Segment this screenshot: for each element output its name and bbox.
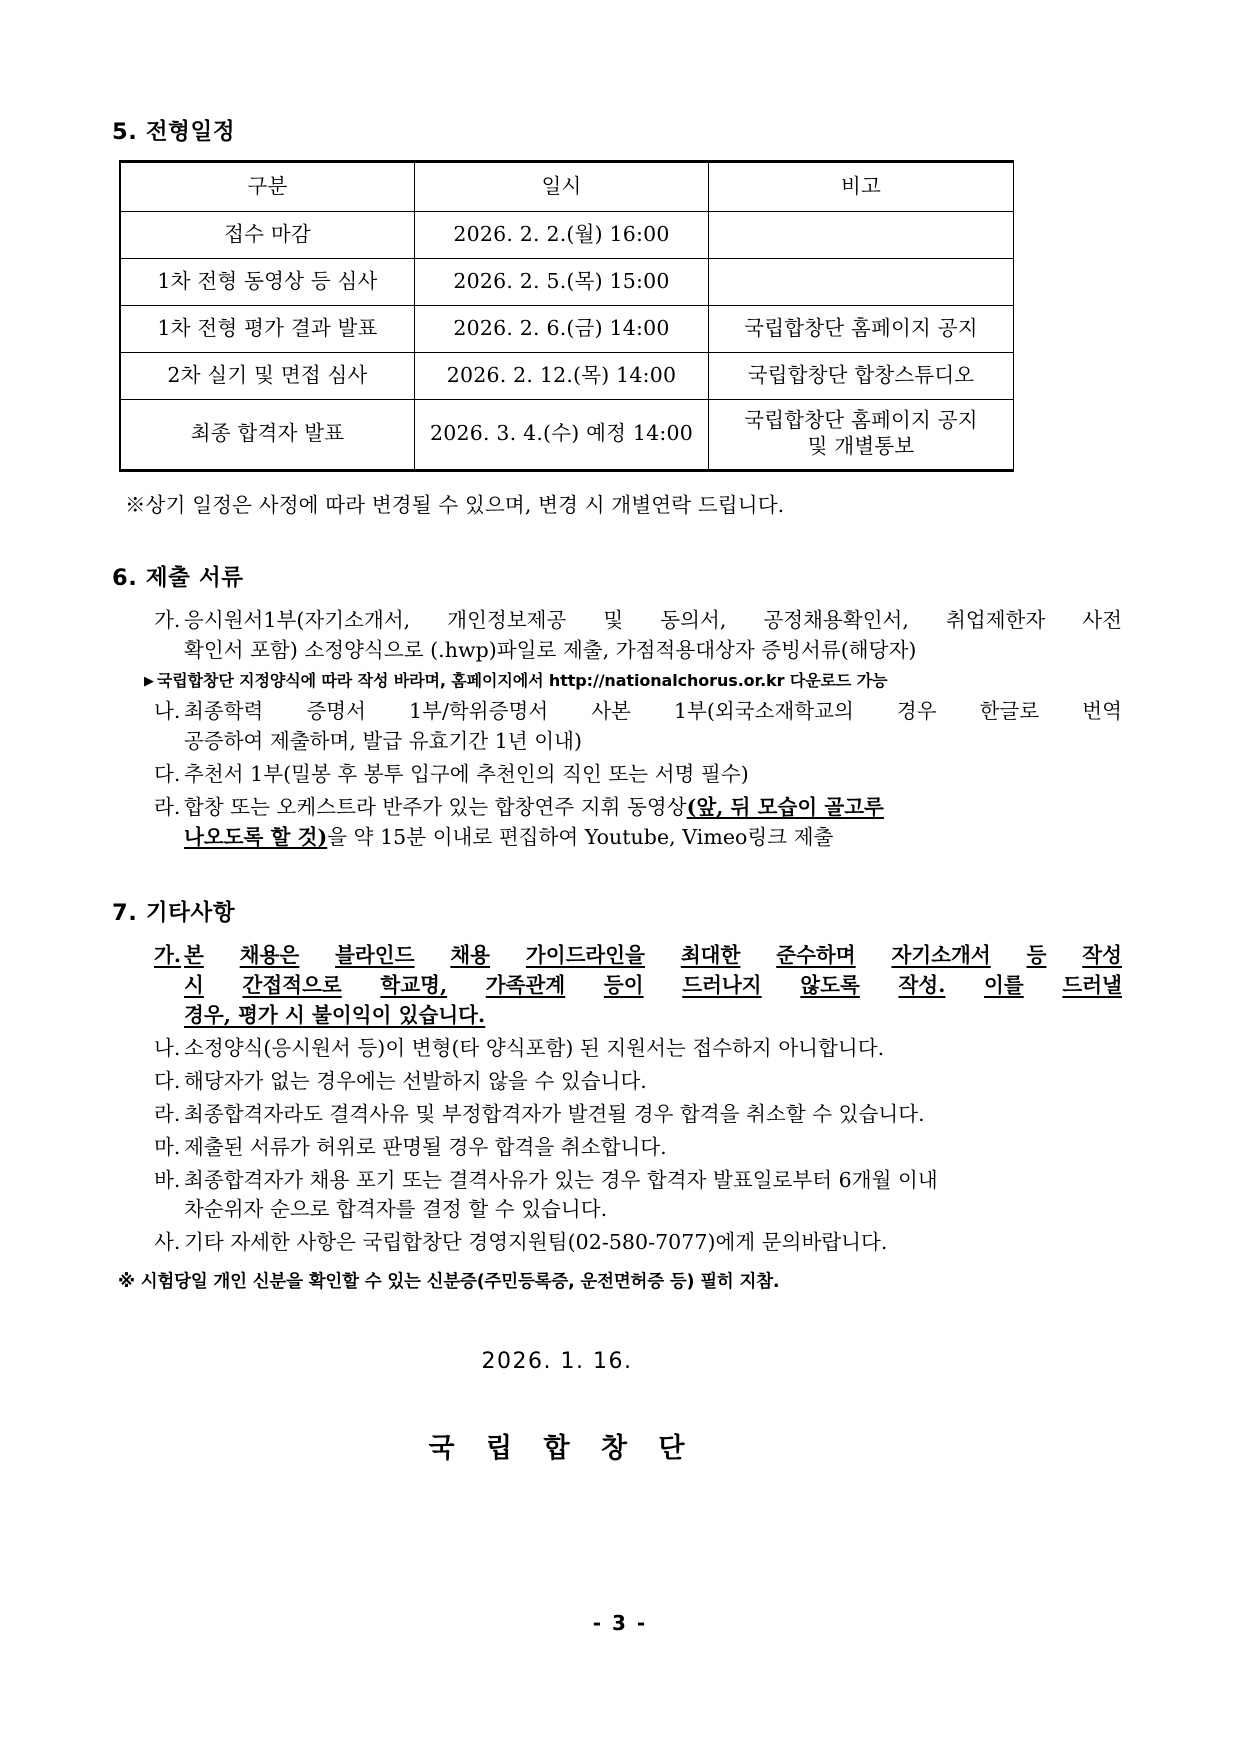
schedule-note: ※상기 일정은 사정에 따라 변경될 수 있으며, 변경 시 개별연락 드립니다. <box>125 492 785 517</box>
line-seg: 블라인드 <box>335 943 415 968</box>
list-line-1 <box>184 941 1122 971</box>
list-body <box>184 1100 1122 1130</box>
line-seg: 사본 <box>591 699 631 724</box>
list-line-1: 제출된 서류가 허위로 판명될 경우 합격을 취소합니다. <box>184 1134 667 1159</box>
cell-gubun: 최종 합격자 발표 <box>120 400 415 470</box>
line-seg: 학교명, <box>380 973 448 998</box>
line-seg: 등이 <box>603 973 644 998</box>
homepage-url[interactable]: http://nationalchorus.or.kr <box>548 670 785 690</box>
page-number: - 3 - <box>592 1611 648 1635</box>
line-seg: 응시원서1부(자기소개서, <box>184 607 411 632</box>
list-line-1: 추천서 1부(밀봉 후 봉투 입구에 추천인의 직인 또는 서명 필수) <box>184 762 749 787</box>
list-item <box>154 760 1122 790</box>
list-marker: 라. <box>154 795 181 820</box>
list-body <box>184 606 1122 666</box>
line-seg: 않도록 <box>800 973 860 998</box>
cell-bigo <box>709 212 1014 259</box>
cell-bigo: 국립합창단 합창스튜디오 <box>709 353 1014 400</box>
section-6-heading: 6. 제출 서류 <box>112 564 244 591</box>
list-item <box>154 1133 1122 1163</box>
list-line-1: 기타 자세한 사항은 국립합창단 경영지원팀(02-580-7077)에게 문의바랍니다. <box>184 1230 888 1255</box>
cell-bigo-line-1: 국립합창단 홈페이지 공지 <box>744 408 978 433</box>
list-marker: 마. <box>154 1134 181 1159</box>
list-line-2 <box>184 823 1122 853</box>
list-marker: 바. <box>154 1167 181 1192</box>
line-seg: 작성 <box>1082 943 1122 968</box>
list-body <box>184 941 1122 1031</box>
line-seg: 을 약 15분 이내로 편집하여 Youtube, Vimeo링크 제출 <box>327 825 834 850</box>
list-body <box>184 1166 1122 1226</box>
triangle-bullet-icon: ▶ <box>144 673 154 689</box>
list-line-1: 최종합격자라도 결격사유 및 부정합격자가 발견될 경우 합격을 취소할 수 있습니다. <box>184 1101 925 1126</box>
table-row <box>120 353 1014 400</box>
cell-ilsi: 2026. 2. 6.(금) 14:00 <box>415 306 709 353</box>
list-marker: 사. <box>154 1230 181 1255</box>
list-marker: 다. <box>154 1068 181 1093</box>
sub-bullet-text-after: 다운로드 가능 <box>784 670 888 690</box>
line-seg: 공정채용확인서, <box>763 607 909 632</box>
line-seg: 번역 <box>1082 699 1122 724</box>
identification-note: ※ 시험당일 개인 신분을 확인할 수 있는 신분증(주민등록증, 운전면허증 등) 필히 지참. <box>118 1272 780 1293</box>
line-seg: 준수하며 <box>776 943 856 968</box>
table-header-row <box>120 162 1014 212</box>
table-row <box>120 212 1014 259</box>
list-body <box>184 1034 1122 1064</box>
cell-bigo <box>709 259 1014 306</box>
list-line-3: 경우, 평가 시 불이익이 있습니다. <box>184 1002 486 1027</box>
line-seg: 채용은 <box>239 943 300 968</box>
list-item <box>154 1067 1122 1097</box>
line-seg: 및 <box>603 607 624 632</box>
list-line-1: 소정양식(응시원서 등)이 변형(타 양식포함) 된 지원서는 접수하지 아니합니다. <box>184 1035 885 1060</box>
list-item <box>154 606 1122 666</box>
column-header-ilsi: 일시 <box>415 162 709 212</box>
list-body <box>184 1067 1122 1097</box>
line-seg: 채용 <box>450 943 491 968</box>
line-seg: 증명서 <box>306 699 366 724</box>
line-seg: 드러나지 <box>682 973 762 998</box>
list-line-2: 확인서 포함) 소정양식으로 (.hwp)파일로 제출, 가점적용대상자 증빙서류(해당자) <box>184 637 917 662</box>
list-body <box>184 1228 1122 1258</box>
list-item <box>154 941 1122 1031</box>
cell-bigo <box>709 400 1014 470</box>
list-item <box>154 1034 1122 1064</box>
list-marker: 나. <box>154 1035 181 1060</box>
cell-gubun: 1차 전형 평가 결과 발표 <box>120 306 415 353</box>
line-seg: 가족관계 <box>485 973 566 998</box>
line-seg: 취업제한자 <box>946 607 1046 632</box>
list-line-1: 해당자가 없는 경우에는 선발하지 않을 수 있습니다. <box>184 1068 647 1093</box>
emphasis-text: (앞, 뒤 모습이 골고루 <box>686 795 884 820</box>
list-body <box>184 793 1122 853</box>
table-row <box>120 306 1014 353</box>
cell-bigo: 국립합창단 홈페이지 공지 <box>709 306 1014 353</box>
list-line-1 <box>184 793 1122 823</box>
cell-gubun: 2차 실기 및 면접 심사 <box>120 353 415 400</box>
line-seg: 자기소개서 <box>891 943 991 968</box>
line-seg: 1부(외국소재학교의 <box>673 699 854 724</box>
list-body <box>184 760 1122 790</box>
line-seg: 동의서, <box>660 607 727 632</box>
line-seg: 이를 <box>984 973 1024 998</box>
line-seg: 작성. <box>898 973 946 998</box>
sub-bullet-text-before: 국립합창단 지정양식에 따라 작성 바라며, 홈페이지에서 <box>156 670 549 690</box>
list-item <box>154 793 1122 853</box>
cell-ilsi: 2026. 2. 12.(목) 14:00 <box>415 353 709 400</box>
list-line-2 <box>184 971 1122 1001</box>
section-7-heading: 7. 기타사항 <box>112 899 236 926</box>
list-line-2: 차순위자 순으로 합격자를 결정 할 수 있습니다. <box>184 1197 608 1222</box>
line-seg: 1부/학위증명서 <box>409 699 549 724</box>
column-header-gubun: 구분 <box>120 162 415 212</box>
line-seg: 간접적으로 <box>242 973 342 998</box>
list-line-2: 공증하여 제출하며, 발급 유효기간 1년 이내) <box>184 729 583 754</box>
line-seg: 경우 <box>896 699 937 724</box>
list-item <box>154 1166 1122 1226</box>
line-seg: 등 <box>1026 943 1047 968</box>
column-header-bigo: 비고 <box>709 162 1014 212</box>
section-5-heading: 5. 전형일정 <box>112 119 236 145</box>
emphasis-text: 나오도록 할 것) <box>184 825 328 850</box>
organization-name: 국 립 합 창 단 <box>428 1433 696 1465</box>
document-date: 2026. 1. 16. <box>481 1349 633 1375</box>
section-7-list <box>112 941 1122 1258</box>
section-6-list <box>112 606 1122 853</box>
list-marker: 나. <box>154 699 181 724</box>
list-marker: 다. <box>154 762 181 787</box>
line-seg: 시 <box>184 973 204 998</box>
line-seg: 한글로 <box>979 699 1040 724</box>
line-seg: 드러낼 <box>1062 973 1122 998</box>
cell-gubun: 접수 마감 <box>120 212 415 259</box>
line-seg: 개인정보제공 <box>447 607 567 632</box>
list-body <box>184 697 1122 757</box>
line-seg: 최종학력 <box>184 699 264 724</box>
cell-ilsi: 2026. 2. 5.(목) 15:00 <box>415 259 709 306</box>
line-seg: 가이드라인을 <box>525 943 645 968</box>
sub-bullet-form-download <box>144 671 1122 692</box>
cell-bigo-line-2: 및 개별통보 <box>807 434 915 459</box>
line-seg: 본 <box>184 943 204 968</box>
table-row <box>120 400 1014 470</box>
cell-gubun: 1차 전형 동영상 등 심사 <box>120 259 415 306</box>
list-body <box>184 1133 1122 1163</box>
cell-ilsi: 2026. 2. 2.(월) 16:00 <box>415 212 709 259</box>
list-line-1 <box>184 697 1122 727</box>
list-item <box>154 697 1122 757</box>
list-marker: 가. <box>154 943 182 968</box>
list-item <box>154 1100 1122 1130</box>
list-marker: 라. <box>154 1101 181 1126</box>
list-line-1 <box>184 606 1122 636</box>
schedule-table <box>119 160 1014 471</box>
line-seg: 합창 또는 오케스트라 반주가 있는 합창연주 지휘 동영상 <box>184 795 687 820</box>
cell-ilsi: 2026. 3. 4.(수) 예정 14:00 <box>415 400 709 470</box>
line-seg: 사전 <box>1082 607 1122 632</box>
list-line-1: 최종합격자가 채용 포기 또는 결격사유가 있는 경우 합격자 발표일로부터 6개월 이내 <box>184 1167 938 1192</box>
line-seg: 최대한 <box>680 943 741 968</box>
table-row <box>120 259 1014 306</box>
list-item <box>154 1228 1122 1258</box>
list-marker: 가. <box>154 607 181 632</box>
